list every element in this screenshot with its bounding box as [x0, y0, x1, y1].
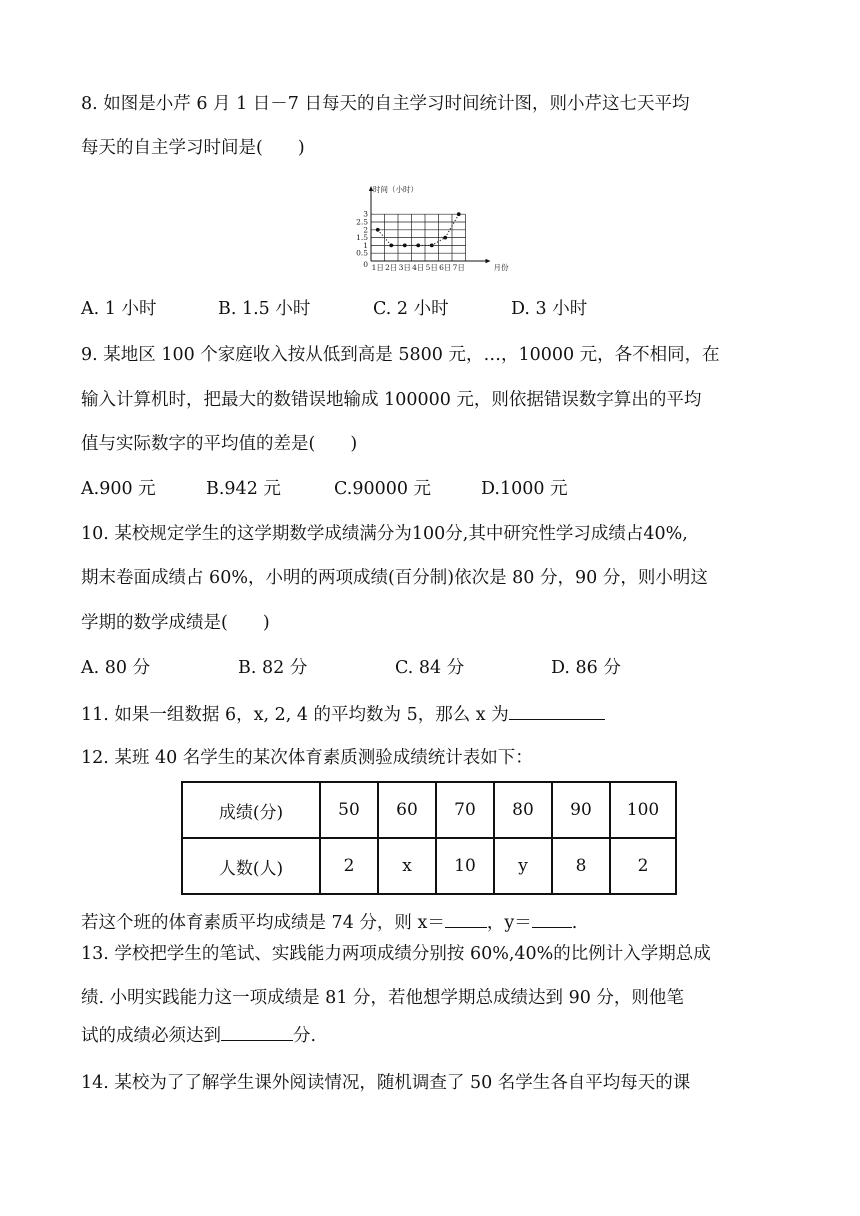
y-tick-label: 2.5 [356, 217, 368, 227]
table-header-cell: 人数(人) [182, 838, 320, 894]
table-cell: 2 [320, 838, 378, 894]
q12-text-c: . [571, 913, 578, 933]
q10-option-b: B. 82 分 [238, 658, 308, 678]
data-point [443, 236, 447, 240]
q9-option-a: A.900 元 [81, 479, 156, 499]
table-cell: y [494, 838, 552, 894]
data-point [457, 212, 461, 216]
q11-answer-blank[interactable] [509, 701, 605, 720]
q12-text-a: 若这个班的体育素质平均成绩是 74 分，则 x＝ [81, 913, 445, 933]
table-cell: 100 [610, 782, 676, 838]
data-point [376, 228, 380, 232]
x-tick-label: 2日 [385, 263, 398, 272]
table-cell: 50 [320, 782, 378, 838]
table-cell: 80 [494, 782, 552, 838]
y-tick-label: 3 [363, 209, 368, 219]
q9-option-b: B.942 元 [206, 479, 281, 499]
q10-options [81, 656, 781, 680]
q9-option-c: C.90000 元 [334, 479, 432, 499]
q8-line-1: 8. 如图是小芹 6 月 1 日－7 日每天的自主学习时间统计图，则小芹这七天平均 [81, 94, 690, 114]
q13-line-2: 绩. 小明实践能力这一项成绩是 81 分，若他想学期总成绩达到 90 分，则他笔 [81, 988, 684, 1008]
q8-option-a: A. 1 小时 [81, 299, 157, 319]
table-header-cell: 成绩(分) [182, 782, 320, 838]
q11-text: 11. 如果一组数据 6，x, 2, 4 的平均数为 5，那么 x 为 [81, 705, 509, 725]
y-tick-label: 1.5 [356, 233, 368, 243]
q13-text-b: 分. [293, 1026, 317, 1046]
table-cell: 10 [436, 838, 494, 894]
table-cell: x [378, 838, 436, 894]
q9-option-d: D.1000 元 [481, 479, 568, 499]
q8-line-2: 每天的自主学习时间是( ) [81, 138, 305, 158]
q13-line-1: 13. 学校把学生的笔试、实践能力两项成绩分别按 60%,40%的比例计入学期总成 [81, 944, 711, 964]
q10-line-2: 期末卷面成绩占 60%，小明的两项成绩(百分制)依次是 80 分，90 分，则小明这 [81, 568, 708, 588]
data-point [430, 244, 434, 248]
x-axis-arrow [486, 259, 491, 263]
q9-line-2: 输入计算机时，把最大的数错误地输成 100000 元，则依据错误数字算出的平均 [81, 390, 702, 410]
table-cell: 60 [378, 782, 436, 838]
q8-option-c: C. 2 小时 [373, 299, 449, 319]
x-tick-label: 5日 [425, 263, 438, 272]
q13-text-a: 试的成绩必须达到 [81, 1026, 221, 1046]
y-tick-label: 2 [363, 225, 368, 235]
x-tick-label: 7日 [452, 263, 465, 272]
q12-text-b: ，y＝ [486, 913, 532, 933]
x-tick-label: 6日 [439, 263, 452, 272]
table-cell: 90 [552, 782, 610, 838]
data-point [416, 244, 420, 248]
table-row [182, 838, 676, 894]
q8-options [81, 297, 781, 321]
q13-line-3 [81, 1022, 316, 1048]
q9-options [81, 477, 781, 501]
q9-line-1: 9. 某地区 100 个家庭收入按从低到高是 5800 元，…，10000 元，各不相同，在 [81, 345, 720, 365]
q10-option-d: D. 86 分 [551, 658, 621, 678]
table-row [182, 782, 676, 838]
table-cell: 70 [436, 782, 494, 838]
q10-option-a: A. 80 分 [81, 658, 151, 678]
q8-option-d: D. 3 小时 [511, 299, 588, 319]
q12-intro: 12. 某班 40 名学生的某次体育素质测验成绩统计表如下： [81, 748, 533, 768]
q12-y-blank[interactable] [532, 909, 572, 928]
y-tick-label: 0 [363, 260, 368, 269]
q12-x-blank[interactable] [445, 909, 487, 928]
q13-answer-blank[interactable] [221, 1022, 293, 1041]
q8-option-b: B. 1.5 小时 [218, 299, 311, 319]
table-cell: 8 [552, 838, 610, 894]
x-axis-label: 月份 [493, 263, 509, 272]
x-tick-label: 3日 [398, 263, 411, 272]
table-cell: 2 [610, 838, 676, 894]
data-point [403, 244, 407, 248]
y-axis-label: 时间（小时） [373, 185, 418, 194]
q10-line-3: 学期的数学成绩是( ) [81, 613, 270, 633]
y-tick-label: 1 [363, 240, 368, 250]
q9-line-3: 值与实际数字的平均值的差是( ) [81, 434, 358, 454]
score-table [181, 781, 677, 895]
q11-line [81, 701, 605, 727]
x-tick-label: 1日 [371, 263, 384, 272]
x-tick-label: 4日 [412, 263, 425, 272]
q12-followup [81, 909, 577, 935]
study-time-line-chart [352, 183, 512, 279]
q10-line-1: 10. 某校规定学生的这学期数学成绩满分为100分,其中研究性学习成绩占40%, [81, 524, 688, 544]
data-point [389, 244, 393, 248]
q10-option-c: C. 84 分 [395, 658, 465, 678]
y-tick-label: 0.5 [356, 248, 368, 258]
q14-line-1: 14. 某校为了了解学生课外阅读情况，随机调查了 50 名学生各自平均每天的课 [81, 1073, 691, 1093]
